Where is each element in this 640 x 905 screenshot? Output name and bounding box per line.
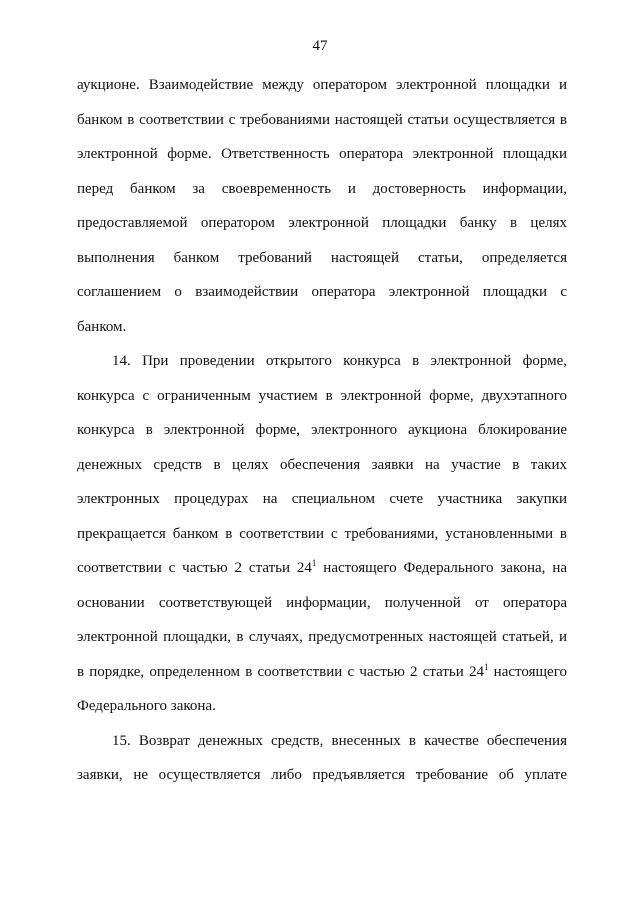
text-line: электронной площадки, в случаях, предусмотренных настоящей статьей, и [77, 629, 567, 645]
text-line-with-superscript [77, 558, 567, 593]
superscript: 1 [483, 661, 489, 672]
document-body [77, 75, 567, 800]
text-line: соглашением о взаимодействии оператора электронной площадки с [77, 284, 567, 300]
text-line: заявки, не осуществляется либо предъявляется требование об уплате [77, 767, 567, 783]
text-line: предоставляемой оператором электронной площадки банку в целях [77, 215, 567, 231]
text-line: денежных средств в целях обеспечения заявки на участие в таких [77, 456, 567, 473]
text-line: прекращается банком в соответствии с требованиями, установленными в [77, 525, 567, 542]
page-number: 47 [312, 38, 328, 54]
text-line: конкурса в электронной форме, электронного аукциона блокирование [77, 422, 567, 438]
text-line: банком. [77, 318, 127, 335]
paragraph-14-first-line: 14. При проведении открытого конкурса в электронной форме, [112, 353, 567, 369]
text-line: основании соответствующей информации, полученной от оператора [77, 594, 567, 611]
text-line: выполнения банком требований настоящей статьи, определяется [77, 249, 567, 266]
text-segment: в порядке, определенном в соответствии с частью 2 статьи 24 [77, 663, 484, 680]
superscript: 1 [311, 558, 317, 568]
text-segment: настоящего Федерального закона, на [316, 560, 567, 576]
text-segment: соответствии с частью 2 статьи 24 [77, 560, 312, 576]
text-line: электронных процедурах на специальном счете участника закупки [77, 491, 567, 507]
paragraph-15-first-line: 15. Возврат денежных средств, внесенных в качестве обеспечения [112, 732, 567, 749]
text-segment: настоящего [488, 663, 567, 680]
text-line: Федерального закона. [77, 698, 216, 714]
text-line: конкурса с ограниченным участием в электронной форме, двухэтапного [77, 387, 567, 404]
text-line: перед банком за своевременность и достоверность информации, [77, 180, 567, 197]
text-line: электронной форме. Ответственность оператора электронной площадки [77, 146, 567, 162]
text-line: банком в соответствии с требованиями настоящей статьи осуществляется в [77, 111, 567, 128]
text-line: аукционе. Взаимодействие между оператором электронной площадки и [77, 77, 567, 93]
text-line-with-superscript [77, 662, 567, 697]
